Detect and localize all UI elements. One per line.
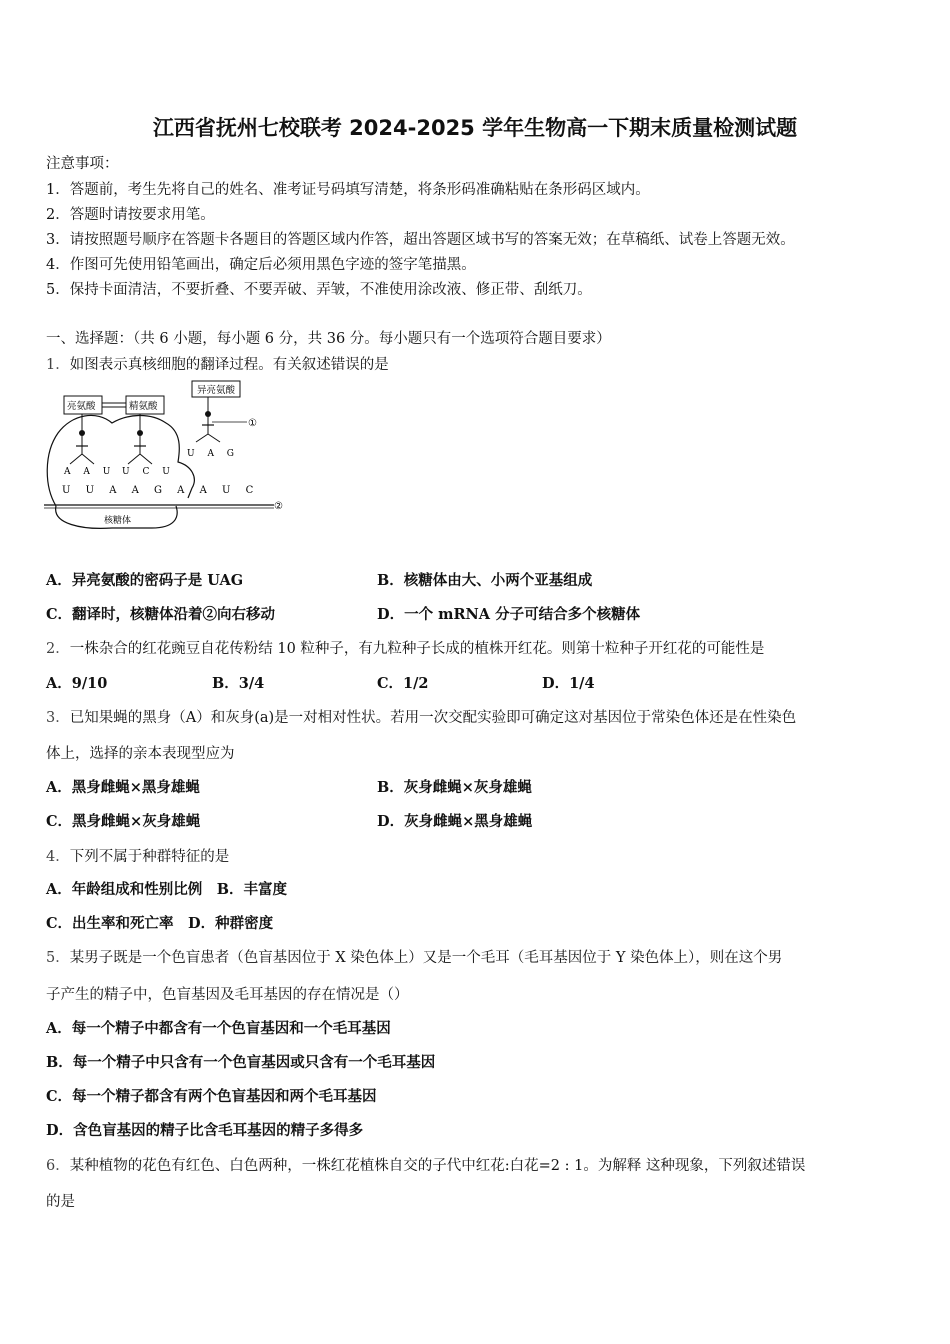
q3-option-c[interactable]: C．黑身雌蝇×灰身雄蝇 — [46, 813, 201, 830]
notice-item: 5．保持卡面清洁，不要折叠、不要弄破、弄皱，不准使用涂改液、修正带、刮纸刀。 — [46, 282, 592, 298]
question-1-stem — [46, 353, 389, 374]
translation-diagram — [42, 378, 292, 533]
notice-item: 3．请按照题号顺序在答题卡各题目的答题区域内作答，超出答题区域书写的答案无效；在草稿纸、试卷上答题无效。 — [46, 232, 795, 248]
q1-option-a[interactable]: A．异亮氨酸的密码子是 UAG — [46, 572, 244, 589]
trna-marker: ① — [248, 418, 257, 429]
q2-option-b[interactable]: B．3/4 — [212, 675, 265, 692]
section-heading: 一、选择题：（共 6 小题，每小题 6 分，共 36 分。每小题只有一个选项符合题目要求） — [46, 331, 611, 347]
notice-item: 2．答题时请按要求用笔。 — [46, 207, 215, 223]
question-6-stem — [46, 1154, 805, 1175]
ribosome-label: 核糖体 — [104, 516, 132, 526]
question-text: 已知果蝇的黑身（A）和灰身(a)是一对相对性状。若用一次交配实验即可确定这对基因位于常染色体还是在性染色 — [69, 710, 797, 726]
q3-option-d[interactable]: D．灰身雌蝇×黑身雄蝇 — [377, 813, 533, 830]
q2-option-d[interactable]: D．1/4 — [542, 675, 595, 692]
notice-heading: 注意事项： — [46, 156, 119, 172]
question-number: 4． — [46, 849, 70, 865]
q4-options-row-2[interactable]: C．出生率和死亡率 D．种群密度 — [46, 915, 274, 932]
anticodon-3: U A G — [187, 449, 239, 459]
q2-option-a[interactable]: A．9/10 — [46, 675, 108, 692]
anticodon-2: U C U — [122, 467, 175, 477]
question-3-stem — [46, 706, 796, 727]
question-number: 3． — [46, 710, 70, 726]
question-4-stem — [46, 845, 229, 866]
question-number: 1． — [46, 357, 70, 373]
question-text: 某男子既是一个色盲患者（色盲基因位于 X 染色体上）又是一个毛耳（毛耳基因位于 Y 染色体上），则在这个男 — [69, 950, 783, 966]
q5-option-b[interactable]: B．每一个精子中只含有一个色盲基因或只含有一个毛耳基因 — [46, 1054, 436, 1071]
question-text: 某种植物的花色有红色、白色两种，一株红花植株自交的子代中红花:白花=2 : 1。为解释 这种现象，下列叙述错误 — [69, 1158, 806, 1174]
question-text: 下列不属于种群特征的是 — [69, 849, 230, 865]
q1-option-c[interactable]: C．翻译时，核糖体沿着②向右移动 — [46, 606, 276, 623]
q5-option-c[interactable]: C．每一个精子都含有两个色盲基因和两个毛耳基因 — [46, 1088, 377, 1105]
question-text: 一株杂合的红花豌豆自花传粉结 10 粒种子，有九粒种子长成的植株开红花。则第十粒种子开红花的可能性是 — [69, 641, 765, 657]
q1-option-d[interactable]: D．一个 mRNA 分子可结合多个核糖体 — [377, 606, 641, 623]
question-number: 2． — [46, 641, 70, 657]
q3-option-a[interactable]: A．黑身雌蝇×黑身雄蝇 — [46, 779, 200, 796]
question-number: 5． — [46, 950, 70, 966]
q4-options-row-1[interactable]: A．年龄组成和性别比例 B．丰富度 — [46, 881, 288, 898]
q5-option-a[interactable]: A．每一个精子中都含有一个色盲基因和一个毛耳基因 — [46, 1020, 391, 1037]
q5-option-d[interactable]: D．含色盲基因的精子比含毛耳基因的精子多得多 — [46, 1122, 364, 1139]
mrna-marker: ② — [274, 501, 283, 512]
question-5-stem-cont: 子产生的精子中，色盲基因及毛耳基因的存在情况是（） — [46, 987, 409, 1003]
mrna-codons: U U A A G A A U C — [62, 485, 260, 496]
svg-text:精氨酸: 精氨酸 — [129, 401, 158, 412]
svg-text:异亮氨酸: 异亮氨酸 — [197, 385, 236, 396]
question-6-stem-cont: 的是 — [46, 1194, 75, 1210]
page-title: 江西省抚州七校联考 2024-2025 学年生物高一下期末质量检测试题 — [152, 116, 798, 140]
q3-option-b[interactable]: B．灰身雌蝇×灰身雄蝇 — [377, 779, 532, 796]
question-5-stem — [46, 946, 782, 967]
question-2-stem — [46, 637, 764, 658]
question-text: 如图表示真核细胞的翻译过程。有关叙述错误的是 — [69, 357, 389, 373]
notice-item: 1．答题前，考生先将自己的姓名、准考证号码填写清楚，将条形码准确粘贴在条形码区域内。 — [46, 182, 650, 198]
question-3-stem-cont: 体上，选择的亲本表现型应为 — [46, 746, 235, 762]
notice-item: 4．作图可先使用铅笔画出，确定后必须用黑色字迹的签字笔描黑。 — [46, 257, 476, 273]
q2-option-c[interactable]: C．1/2 — [377, 675, 429, 692]
question-number: 6． — [46, 1158, 70, 1174]
anticodon-1: A A U — [64, 467, 116, 477]
q1-option-b[interactable]: B．核糖体由大、小两个亚基组成 — [377, 572, 593, 589]
svg-text:亮氨酸: 亮氨酸 — [67, 401, 96, 412]
